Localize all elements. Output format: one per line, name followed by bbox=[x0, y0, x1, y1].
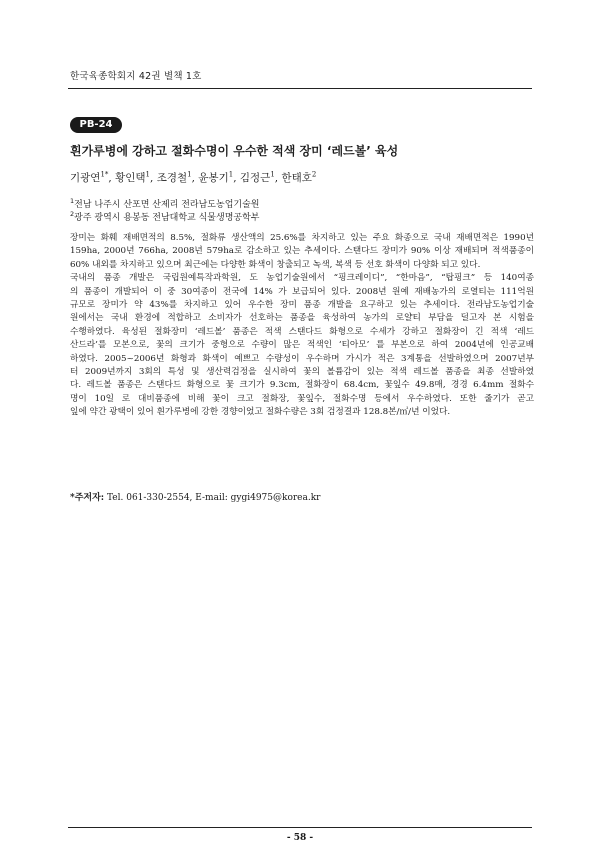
author: 한태호$^2$ bbox=[281, 170, 317, 184]
contact-label: *주저자: bbox=[70, 493, 105, 503]
abstract-line: 터 2009년까지 3회의 특성 및 생산력검정을 실시하여 꽃의 볼륨감이 있는 적색 레드볼 품종을 최종 선발하였 bbox=[70, 367, 534, 378]
footer-rule bbox=[68, 827, 532, 828]
abstract-line: 의 품종이 개발되어 이 중 30여종이 전국에 14% 가 보급되어 있다. 2008년 원예 재배농가의 로열티는 111억원 bbox=[70, 286, 534, 297]
author: 김정근$^1$ bbox=[239, 170, 275, 184]
poster-id-badge: PB-24 bbox=[70, 117, 122, 133]
abstract-line: 하였다. 2005~2006년 화형과 화색이 예쁘고 수량성이 우수하며 가시가 적은 3계통을 선발하였으며 2007년부 bbox=[70, 353, 534, 364]
abstract-line: 다. 레드볼 품종은 스탠다드 화형으로 꽃 크기가 9.3cm, 절화장이 68.4cm, 꽃잎수 49.8매, 경경 6.4mm 절화수 bbox=[70, 380, 534, 391]
abstract-line: 국내의 품종 개발은 국립원예특작과학원, 도 농업기술원에서 “핑크레이디”, “한마음”, “탑핑크” 등 140여종 bbox=[70, 273, 534, 284]
affiliation: $^1$전남 나주시 산포면 산제리 전라남도농업기술원 bbox=[70, 197, 260, 210]
abstract-line: 산드라’를 모본으로, 꽃의 크기가 중형으로 수량이 많은 적색인 ‘티아모’ 를 부본으로 하여 2004년에 인공교배 bbox=[70, 340, 534, 351]
abstract-line: 수행하였다. 육성된 절화장미 ‘레드볼’ 품종은 적색 스탠다드 화형으로 수세가 강하고 절화장이 긴 적색 ‘레드 bbox=[70, 326, 534, 337]
author-list: 기광연$^{1*}$, 황인택$^1$, 조경철$^1$, 윤봉기$^1$, 김정근$^1$, 한태호$^2$ bbox=[70, 170, 317, 184]
abstract-line: 잎에 약간 광택이 있어 흰가루병에 강한 경향이었고 절화수량은 3회 검정결과 128.8본/㎡/년 이었다. bbox=[70, 407, 451, 418]
contact-details: Tel. 061-330-2554, E-mail: gygi4975@korea.kr bbox=[104, 493, 321, 503]
author: 조경철$^1$ bbox=[156, 170, 192, 184]
abstract-line: 규모로 장미가 약 43%를 차지하고 있어 우수한 장미 품종 개발을 요구하고 있는 추세이다. 전라남도농업기술 bbox=[70, 300, 534, 311]
abstract-line: 장미는 화훼 재배면적의 8.5%, 절화류 생산액의 25.6%를 차지하고 있는 주요 화종으로 국내 재배면적은 1990년 bbox=[70, 233, 534, 243]
abstract-line: 원에서는 국내 환경에 적합하고 소비자가 선호하는 품종을 육성하여 농가의 로얄티 부담을 덜고자 본 시험을 bbox=[70, 313, 534, 324]
journal-header: 한국육종학회지 42권 별책 1호 bbox=[70, 71, 202, 82]
header-rule bbox=[68, 88, 532, 89]
corresponding-author bbox=[70, 490, 320, 503]
page-number: - 58 - bbox=[286, 833, 314, 843]
author: 윤봉기$^1$ bbox=[198, 170, 234, 184]
abstract-line: 60% 내외를 차지하고 있으며 최근에는 다양한 화색이 창출되고 녹색, 복색 등 선호 화색이 다양화 되고 있다. bbox=[70, 259, 481, 270]
abstract bbox=[70, 232, 534, 420]
abstract-line: 159ha, 2000년 766ha, 2008년 579ha로 감소하고 있는 추세이다. 스탠다드 장미가 90% 이상 재배되며 적색품종이 bbox=[70, 246, 534, 257]
author: 황인택$^1$ bbox=[115, 170, 150, 184]
affiliation: $^2$광주 광역시 용봉동 전남대학교 식물생명공학부 bbox=[70, 210, 260, 223]
author: 기광연$^{1*}$ bbox=[70, 170, 109, 184]
abstract-line: 명이 10일 로 대비품종에 비해 꽃이 크고 절화장, 꽃잎수, 절화수명 등에서 우수하였다. 또한 줄기가 곧고 bbox=[70, 393, 534, 404]
paper-title: 흰가루병에 강하고 절화수명이 우수한 적색 장미 ‘레드볼’ 육성 bbox=[70, 144, 399, 158]
